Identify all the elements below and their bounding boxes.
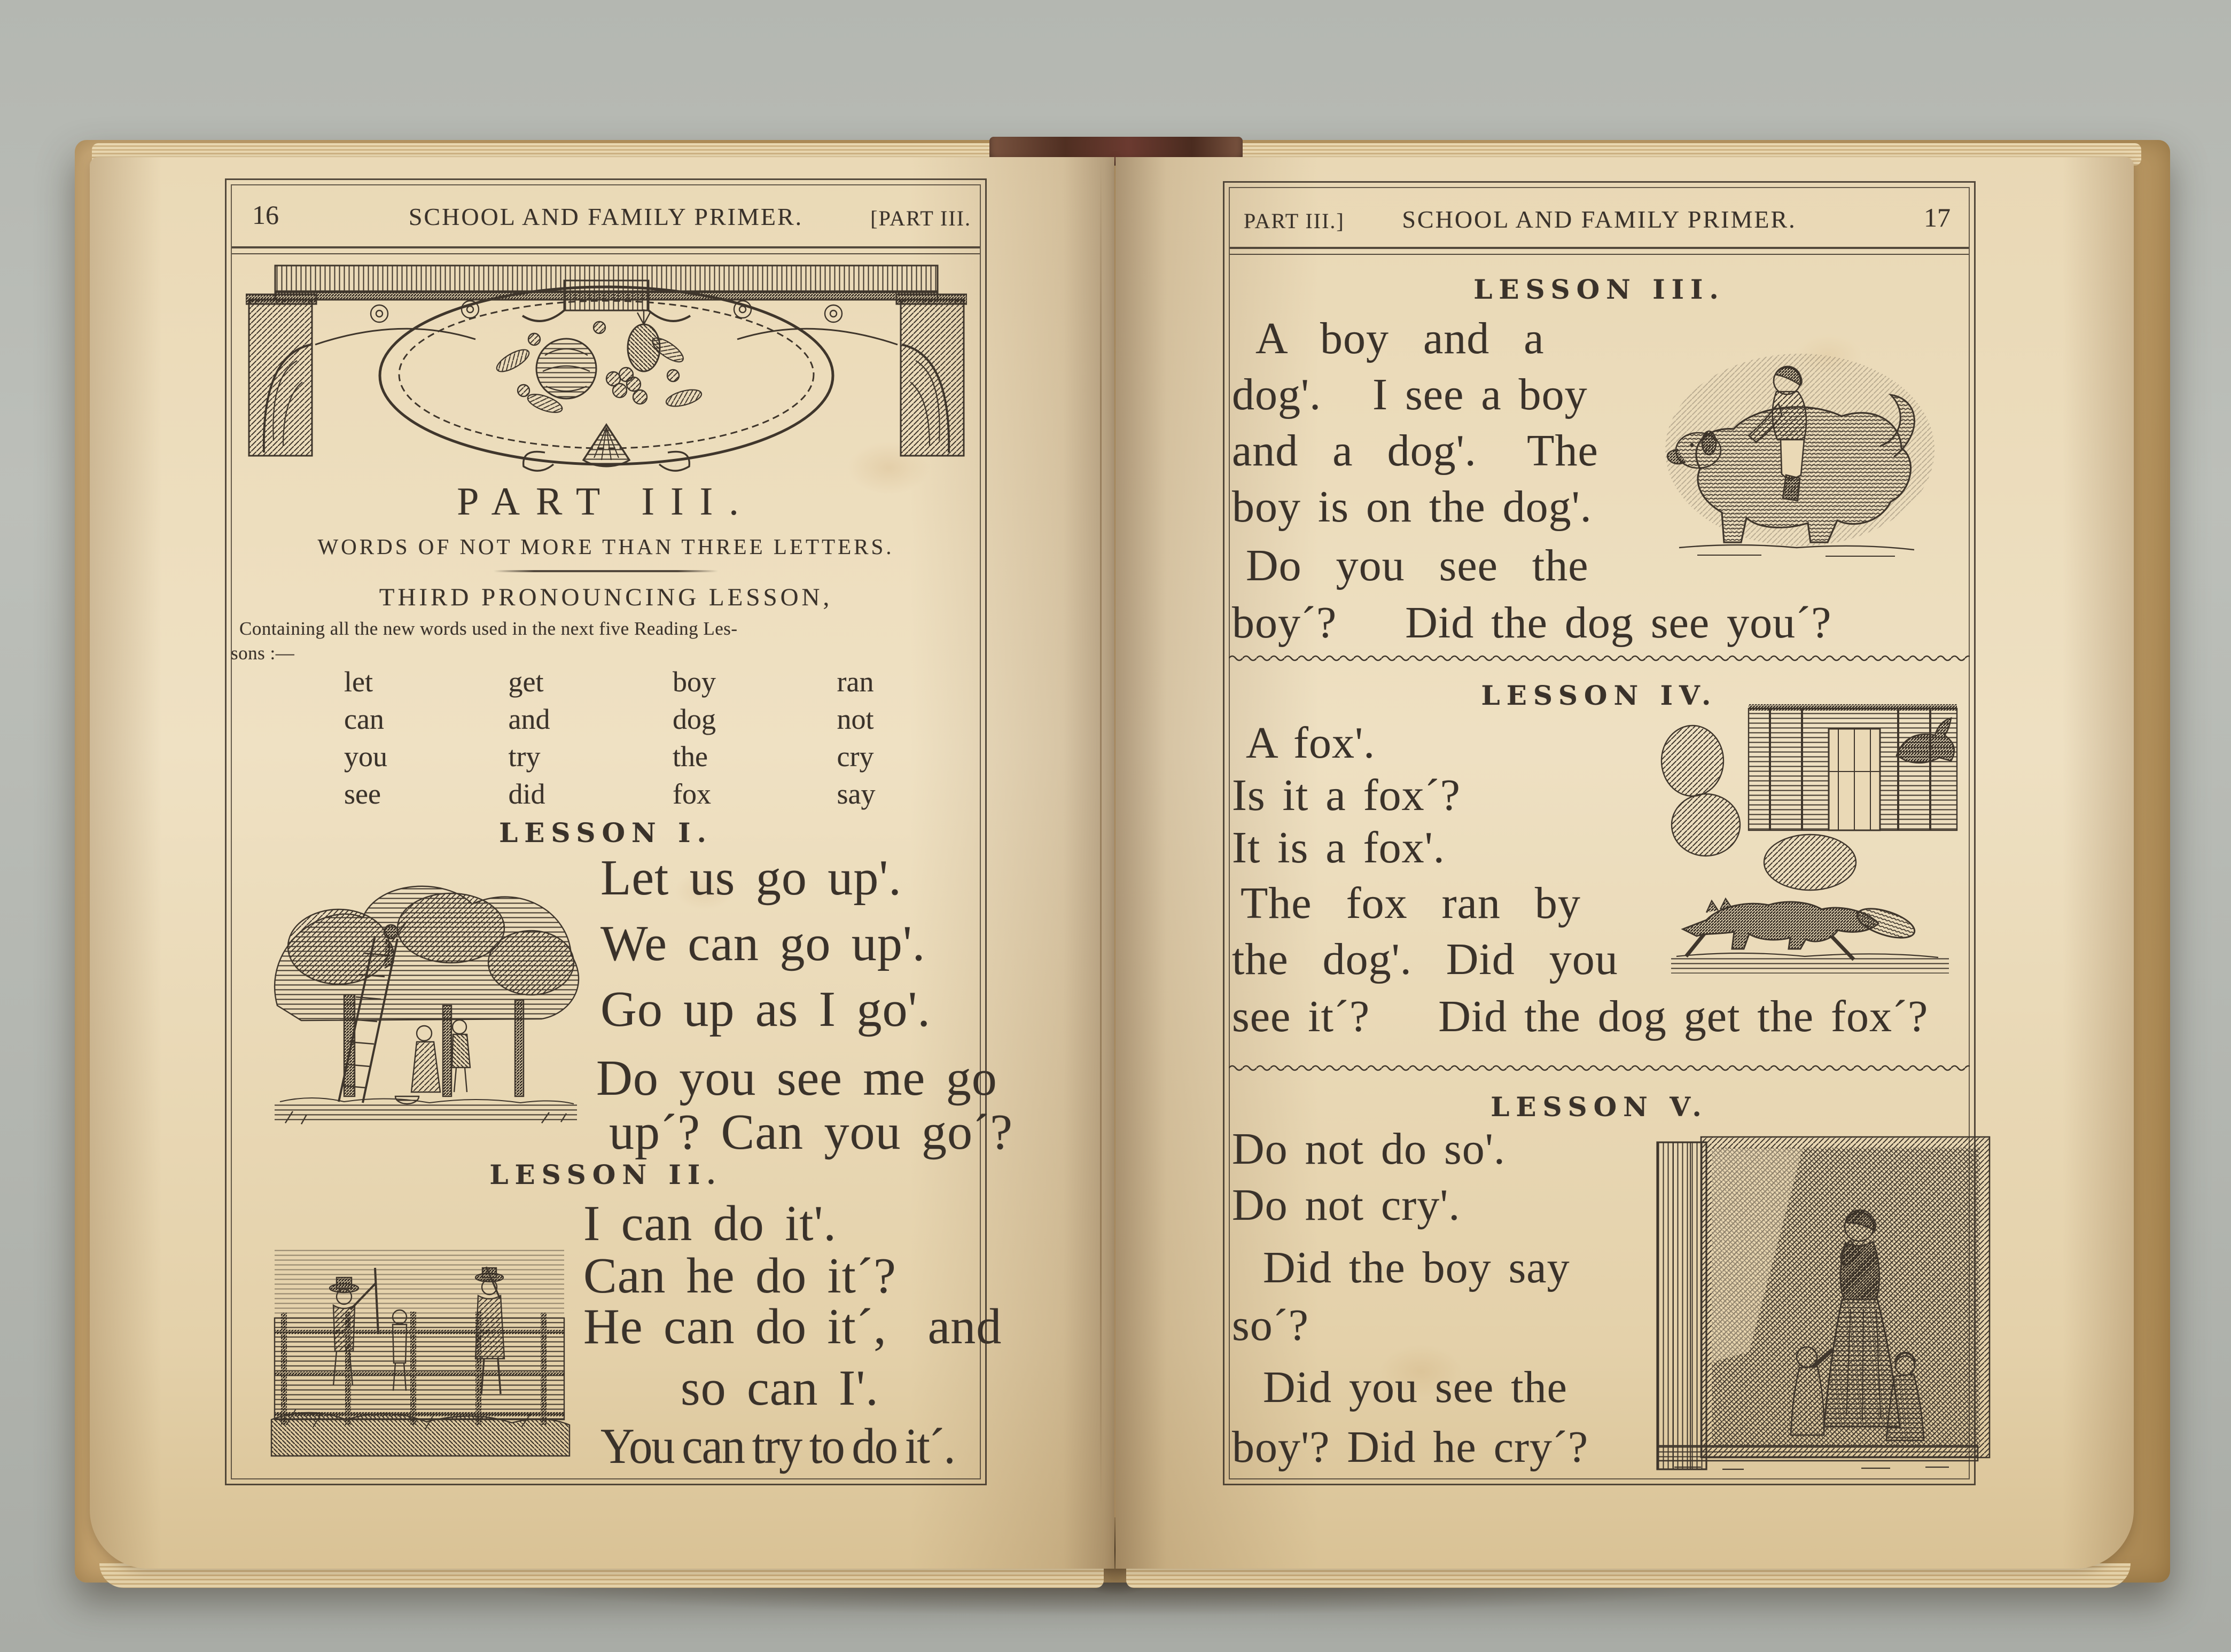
lesson-2-line: He can do it´, and xyxy=(583,1299,1002,1354)
lesson-4-line: A fox'. xyxy=(1246,718,1376,768)
page-16-printed-frame xyxy=(225,178,1013,1485)
part-subtitle: WORDS OF NOT MORE THAN THREE LETTERS. xyxy=(317,534,894,559)
running-title: SCHOOL AND FAMILY PRIMER. xyxy=(408,203,804,230)
lesson-3-line: A boy and a xyxy=(1255,314,1544,363)
ornamental-cartouche-engraving xyxy=(246,264,967,474)
word-item: cry xyxy=(837,741,874,773)
word-item: say xyxy=(837,778,876,810)
lesson-3-line: boy is on the dog'. xyxy=(1232,482,1592,532)
lesson-2-line: Can he do it´? xyxy=(583,1248,896,1304)
pronouncing-note-line1: Containing all the new words used in the next five Reading Les- xyxy=(239,618,738,639)
word-item: let xyxy=(344,666,373,698)
lesson-4-line: It is a fox'. xyxy=(1232,823,1445,872)
lesson-5-line: so´? xyxy=(1232,1300,1309,1350)
lesson-3-line: boy´? Did the dog see you´? xyxy=(1232,598,1832,648)
lesson-1-line: Let us go up'. xyxy=(600,850,902,906)
lesson-5-heading: LESSON V. xyxy=(1491,1091,1708,1123)
page-number: 16 xyxy=(252,200,279,230)
lesson-1-line: We can go up'. xyxy=(600,916,926,971)
word-item: can xyxy=(344,703,384,735)
header-rule xyxy=(1230,247,1969,255)
lesson-1-line: up´? Can you go´? xyxy=(609,1104,1013,1160)
orchard-fruit-picking-woodcut xyxy=(264,872,588,1126)
word-item: boy xyxy=(673,666,716,698)
header-rule xyxy=(232,246,980,254)
wavy-divider xyxy=(1229,1062,1970,1071)
lesson-1-heading: LESSON I. xyxy=(499,817,713,848)
lesson-4-line: the dog'. Did you xyxy=(1232,934,1618,984)
word-list xyxy=(344,665,1001,815)
page-17 xyxy=(1116,157,2134,1569)
boy-riding-large-dog-woodcut xyxy=(1649,335,1951,562)
word-item: did xyxy=(508,778,545,810)
lesson-2-line: You can try to do it´. xyxy=(600,1419,955,1474)
word-item: ran xyxy=(837,666,874,698)
running-title: SCHOOL AND FAMILY PRIMER. xyxy=(1402,206,1797,233)
page-16 xyxy=(90,157,1114,1569)
fox-running-past-fence-woodcut xyxy=(1655,697,1967,981)
men-by-wattle-fence-woodcut xyxy=(265,1243,574,1457)
part-label: [PART III. xyxy=(870,206,971,230)
lesson-5-line: boy'? Did he cry´? xyxy=(1232,1422,1589,1472)
wavy-divider xyxy=(1229,652,1970,661)
pronouncing-note-line2: sons :— xyxy=(231,643,295,664)
lesson-5-line: Do not cry'. xyxy=(1232,1180,1461,1230)
mother-and-children-at-doorway-woodcut xyxy=(1637,1127,1996,1474)
page-number: 17 xyxy=(1924,202,1951,232)
lesson-3-line: and a dog'. The xyxy=(1232,426,1598,476)
part-heading: PART III. xyxy=(457,480,755,524)
part-label: PART III.] xyxy=(1244,209,1345,233)
lesson-3-line: Do you see the xyxy=(1246,541,1589,590)
word-item: you xyxy=(344,741,387,773)
word-item: try xyxy=(508,741,541,773)
lesson-3-heading: LESSON III. xyxy=(1473,274,1725,305)
word-item: fox xyxy=(673,778,711,810)
lesson-5-line: Did the boy say xyxy=(1263,1243,1570,1292)
lesson-2-line: I can do it'. xyxy=(583,1196,837,1251)
word-item: not xyxy=(837,703,874,735)
lesson-2-line: so can I'. xyxy=(681,1360,879,1416)
lesson-5-line: Do not do so'. xyxy=(1232,1124,1505,1174)
lesson-4-line: The fox ran by xyxy=(1241,878,1581,928)
lesson-1-line: Do you see me go xyxy=(596,1050,997,1106)
word-item: see xyxy=(344,778,381,810)
lesson-4-line: see it´? Did the dog get the fox´? xyxy=(1232,992,1929,1041)
lesson-1-line: Go up as I go'. xyxy=(600,981,931,1037)
small-divider xyxy=(494,570,718,572)
lesson-5-line: Did you see the xyxy=(1263,1362,1567,1412)
page-17-printed-frame xyxy=(1223,181,1976,1485)
pronouncing-lesson-heading: THIRD PRONOUNCING LESSON, xyxy=(379,583,833,611)
word-item: and xyxy=(508,703,550,735)
word-item: the xyxy=(673,741,708,773)
word-item: get xyxy=(508,666,544,698)
lesson-2-heading: LESSON II. xyxy=(489,1159,722,1190)
word-item: dog xyxy=(673,703,716,735)
lesson-4-line: Is it a fox´? xyxy=(1232,770,1461,820)
lesson-4-heading: LESSON IV. xyxy=(1481,680,1718,711)
lesson-3-line: dog'. I see a boy xyxy=(1232,370,1588,419)
